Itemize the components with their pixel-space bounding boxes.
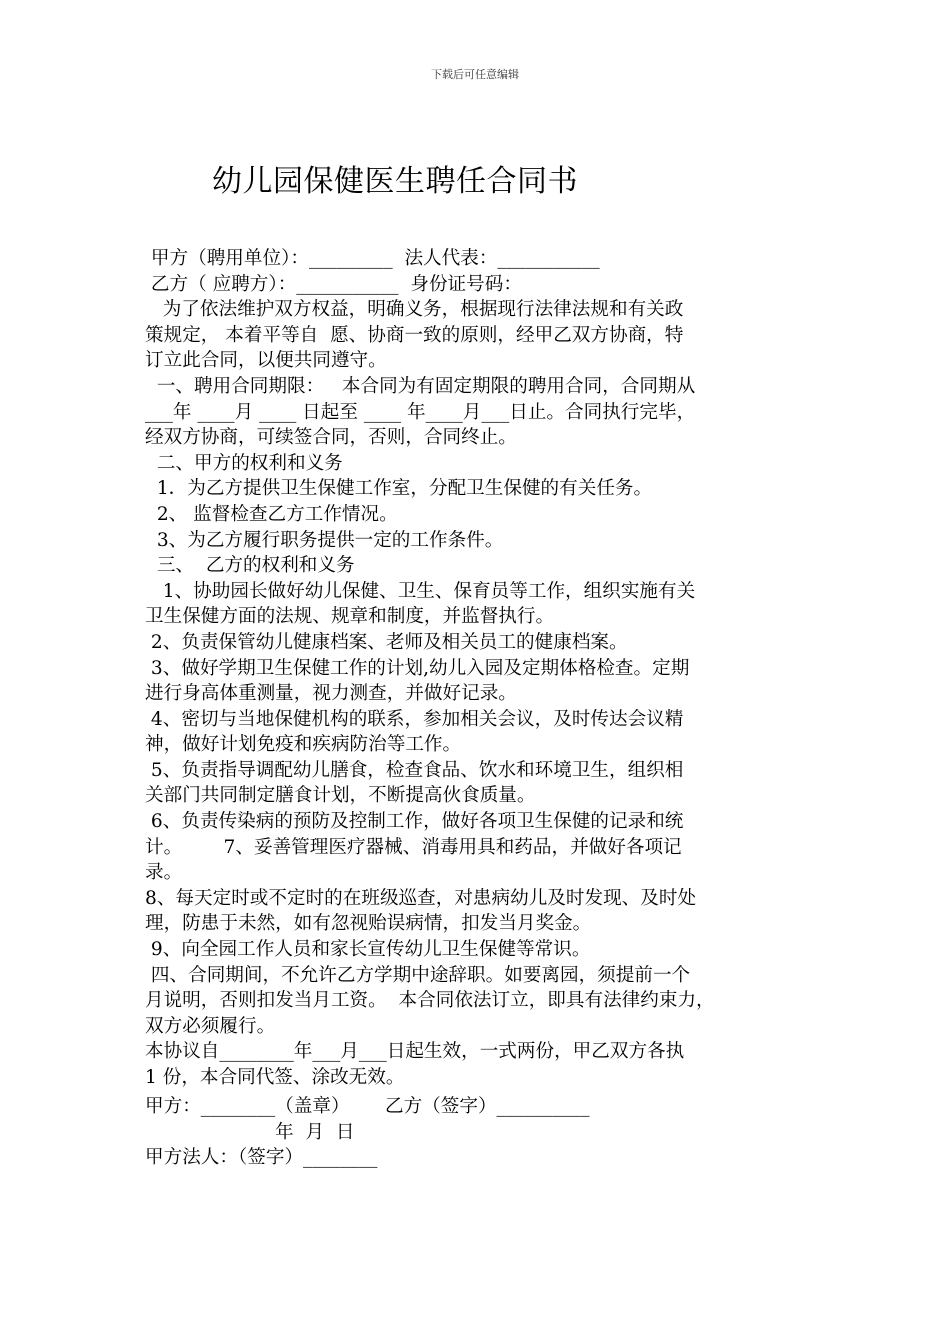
- preamble-line-3: 订立此合同，以便共同遵守。: [145, 350, 387, 372]
- section-3-item-7-line-2: 录。: [145, 862, 183, 884]
- section-3-item-3-line-1: 3、做好学期卫生保健工作的计划,幼儿入园及定期体格检查。定期: [145, 657, 690, 679]
- section-3-item-8-line-1: 8、每天定时或不定时的在班级巡查，对患病幼儿及时发现、及时处: [145, 887, 697, 909]
- section-3-item-1-line-1: 1、协助园长做好幼儿保健、卫生、保育员等工作，组织实施有关: [145, 580, 696, 602]
- contract-body: [145, 246, 825, 1091]
- section-3-heading: 三、 乙方的权利和义务: [145, 555, 355, 577]
- signature-parties-line: 甲方：________（盖章） 乙方（签字）__________: [145, 1096, 590, 1117]
- section-3-item-6-line-1: 6、负责传染病的预防及控制工作，做好各项卫生保健的记录和统: [145, 811, 684, 833]
- section-4-line-3: 双方必须履行。: [145, 1015, 276, 1037]
- signature-block: [145, 1094, 825, 1171]
- page-header-note: 下载后可任意编辑: [431, 68, 519, 81]
- section-3-item-5-line-1: 5、负责指导调配幼儿膳食，检查食品、饮水和环境卫生，组织相: [145, 759, 684, 781]
- signature-date-line: 年 月 日: [145, 1121, 355, 1143]
- party-a-line: 甲方（聘用单位）：_________ 法人代表：___________: [145, 248, 600, 269]
- section-3-item-4-line-2: 神，做好计划免疫和疾病防治等工作。: [145, 734, 462, 756]
- section-3-item-2: 2、负责保管幼儿健康档案、老师及相关员工的健康档案。: [145, 631, 628, 653]
- section-2-item-2: 2、 监督检查乙方工作情况。: [145, 503, 398, 525]
- section-3-item-3-line-2: 进行身高体重测量，视力测查，并做好记录。: [145, 683, 517, 705]
- section-2-item-1: 1．为乙方提供卫生保健工作室，分配卫生保健的有关任务。: [145, 478, 653, 500]
- section-3-item-8-line-2: 理，防患于未然，如有忽视贻误病情，扣发当月奖金。: [145, 913, 592, 935]
- signature-legal-rep-line: 甲方法人：（签字）________: [145, 1147, 378, 1169]
- preamble-line-2: 策规定， 本着平等自 愿、协商一致的原则，经甲乙双方协商，特: [145, 324, 684, 346]
- section-3-item-6-line-2: 计。 7、妥善管理医疗器械、消毒用具和药品，并做好各项记: [145, 836, 682, 858]
- section-3-item-5-line-2: 关部门共同制定膳食计划，不断提高伙食质量。: [145, 785, 536, 807]
- section-3-item-4-line-1: 4、密切与当地保健机构的联系，参加相关会议，及时传达会议精: [145, 708, 684, 730]
- document-title: 幼儿园保健医生聘任合同书: [212, 164, 578, 199]
- section-3-item-1-line-2: 卫生保健方面的法规、规章和制度，并监督执行。: [145, 606, 555, 628]
- preamble-line-1: 为了依法维护双方权益，明确义务，根据现行法律法规和有关政: [145, 299, 684, 321]
- section-4-line-1: 四、合同期间，不允许乙方学期中途辞职。如要离园，须提前一个: [145, 964, 691, 986]
- section-1-line-1: 一、聘用合同期限： 本合同为有固定期限的聘用合同，合同期从: [145, 375, 696, 397]
- section-1-line-3: 经双方协商，可续签合同，否则，合同终止。: [145, 427, 517, 449]
- section-2-heading: 二、甲方的权利和义务: [145, 452, 343, 474]
- section-4-line-2: 月说明，否则扣发当月工资。 本合同依法订立，即具有法律约束力，: [145, 990, 715, 1012]
- effective-date-line-1: 本协议自________年___月___日起生效，一式两份，甲乙双方各执: [145, 1041, 685, 1063]
- effective-date-line-2: 1 份，本合同代签、涂改无效。: [145, 1067, 405, 1088]
- section-3-item-9: 9、向全园工作人员和家长宣传幼儿卫生保健等常识。: [145, 939, 591, 961]
- section-2-item-3: 3、为乙方履行职务提供一定的工作条件。: [145, 529, 504, 551]
- section-1-line-2: ___年 ____月 ____ 日起至 ____ 年____月___日止。合同执行完毕，: [145, 401, 696, 423]
- party-b-line: 乙方（ 应聘方）：___________ 身份证号码：: [145, 273, 522, 295]
